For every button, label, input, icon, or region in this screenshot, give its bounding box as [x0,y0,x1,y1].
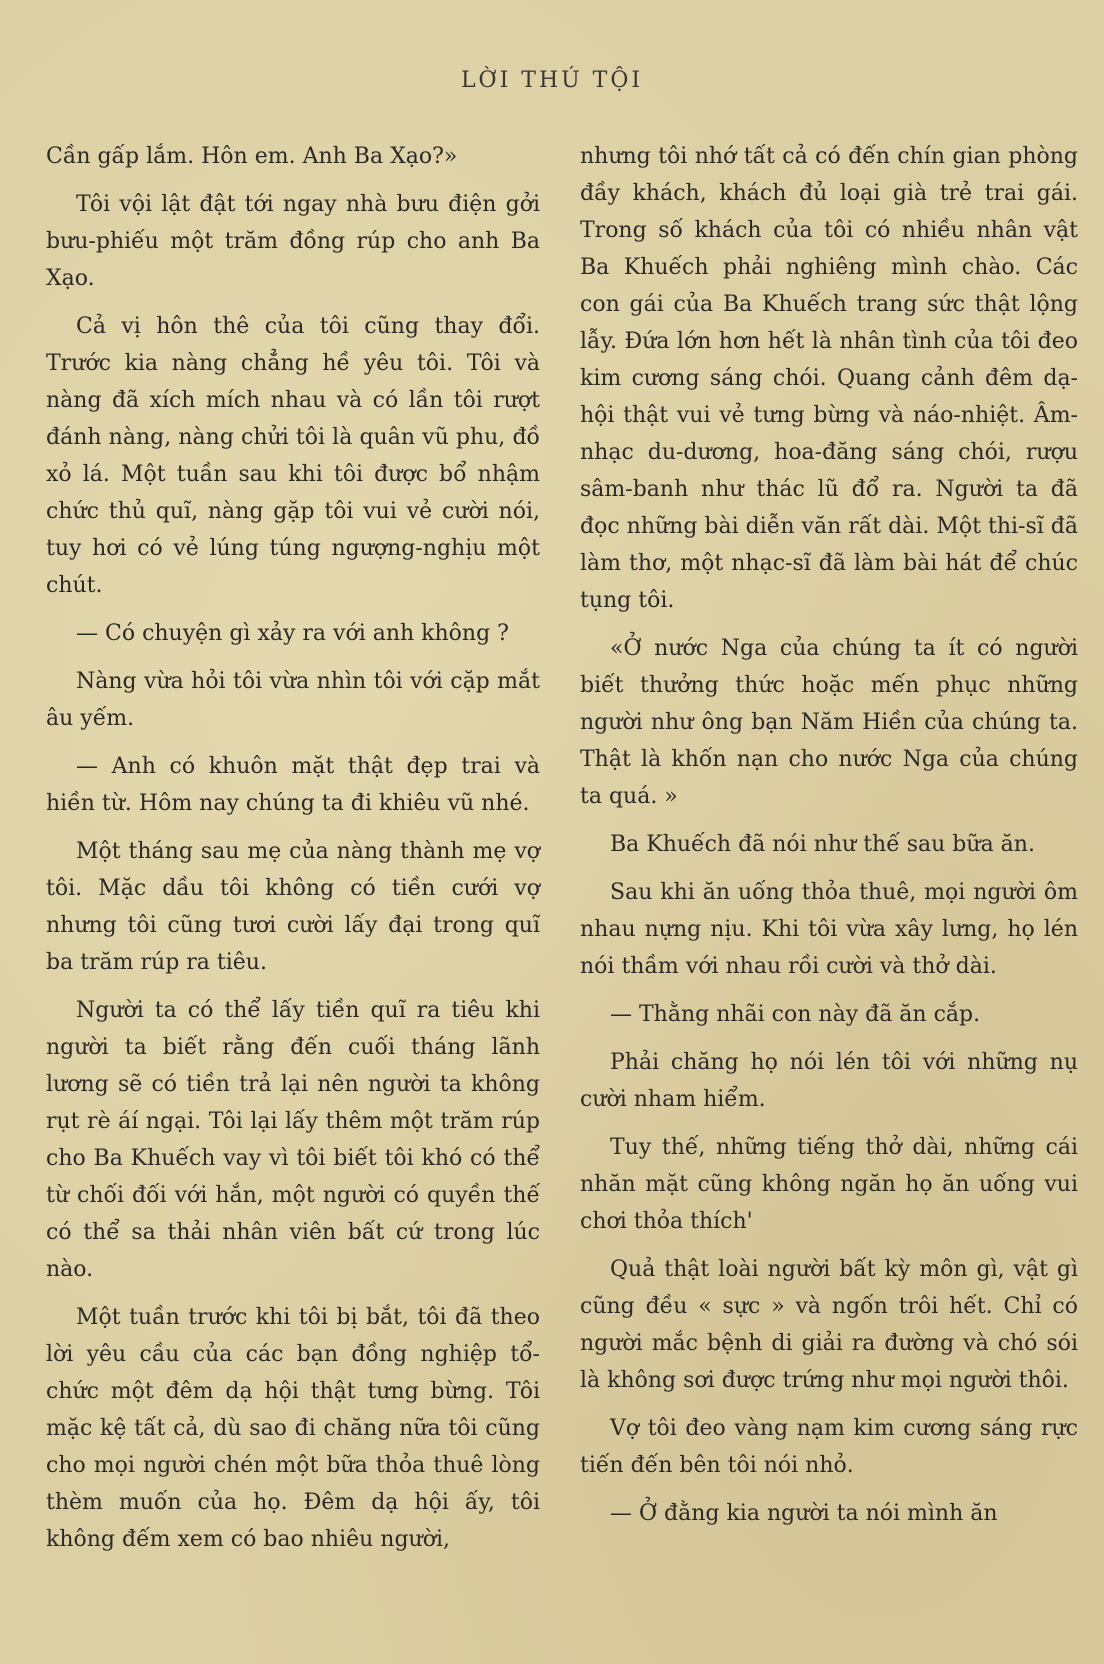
paragraph: Tuy thế, những tiếng thở dài, những cái nhăn mặt cũng không ngăn họ ăn uống vui chơi thỏa thích' [580,1135,1078,1234]
paragraph: Cả vị hôn thê của tôi cũng thay đổi. Trước kia nàng chẳng hề yêu tôi. Tôi và nàng đã xích mích nhau và có lần tôi rượt đánh nàng, nàng chửi tôi là quân vũ phu, đồ xỏ lá. Một tuần sau khi tôi được bổ nhậm chức thủ quĩ, nàng gặp tôi vui vẻ cười nói, tuy hơi có vẻ lúng túng ngượng-nghịu một chút. [46,314,540,598]
dialogue-line: — Có chuyện gì xảy ra với anh không ? [76,621,509,646]
paragraph: Nàng vừa hỏi tôi vừa nhìn tôi với cặp mắt âu yếm. [46,669,540,731]
paragraph: Tôi vội lật đật tới ngay nhà bưu điện gởi bưu-phiếu một trăm đồng rúp cho anh Ba Xạo. [46,192,540,291]
paragraph: Một tuần trước khi tôi bị bắt, tôi đã theo lời yêu cầu của các bạn đồng nghiệp tổ-chức một đêm dạ hội thật tưng bừng. Tôi mặc kệ tất cả, dù sao đi chăng nữa tôi cũng cho mọi người chén một bữa thỏa thuê lòng thèm muốn của họ. Đêm dạ hội ấy, tôi không đếm xem có bao nhiêu người, [46,1305,540,1552]
paragraph: Ba Khuếch đã nói như thế sau bữa ăn. [610,832,1035,857]
paragraph: Sau khi ăn uống thỏa thuê, mọi người ôm nhau nựng nịu. Khi tôi vừa xây lưng, họ lén nói thầm với nhau rồi cười và thở dài. [580,880,1078,979]
paragraph: Phải chăng họ nói lén tôi với những nụ cười nham hiểm. [580,1050,1078,1112]
paragraph: Vợ tôi đeo vàng nạm kim cương sáng rực tiến đến bên tôi nói nhỏ. [580,1416,1078,1478]
running-header: LỜI THÚ TỘI [460,68,644,93]
dialogue-line: — Thằng nhãi con này đã ăn cắp. [610,1002,981,1027]
right-column [580,138,1078,1543]
paragraph: Cần gấp lắm. Hôn em. Anh Ba Xạo?» [46,144,458,169]
dialogue-line: — Ở đằng kia người ta nói mình ăn [610,1501,998,1526]
paragraph: Quả thật loài người bất kỳ môn gì, vật gì cũng đều « sực » và ngốn trôi hết. Chỉ có người mắc bệnh di giải ra đường và chó sói là không sơi được trứng như mọi người thôi. [580,1257,1078,1393]
quote-paragraph: «Ở nước Nga của chúng ta ít có người biết thưởng thức hoặc mến phục những người như ông bạn Năm Hiền của chúng ta. Thật là khốn nạn cho nước Nga của chúng ta quá. » [580,636,1078,809]
paragraph: nhưng tôi nhớ tất cả có đến chín gian phòng đầy khách, khách đủ loại già trẻ trai gái. Trong số khách của tôi có nhiều nhân vật Ba Khuếch phải nghiêng mình chào. Các con gái của Ba Khuếch trang sức thật lộng lẫy. Đứa lớn hơn hết là nhân tình của tôi đeo kim cương sáng chói. Quang cảnh đêm dạ-hội thật vui vẻ tưng bừng và náo-nhiệt. Âm-nhạc du-dương, hoa-đăng sáng chói, rượu sâm-banh như thác lũ đổ ra. Người ta đã đọc những bài diễn văn rất dài. Một thi-sĩ đã làm thơ, một nhạc-sĩ đã làm bài hát để chúc tụng tôi. [580,144,1078,613]
dialogue-line: — Anh có khuôn mặt thật đẹp trai và hiền từ. Hôm nay chúng ta đi khiêu vũ nhé. [46,754,540,816]
left-column [46,138,540,1569]
paragraph: Một tháng sau mẹ của nàng thành mẹ vợ tôi. Mặc dầu tôi không có tiền cưới vợ nhưng tôi cũng tươi cười lấy đại trong quĩ ba trăm rúp ra tiêu. [46,839,540,975]
paragraph: Người ta có thể lấy tiền quĩ ra tiêu khi người ta biết rằng đến cuối tháng lãnh lương sẽ có tiền trả lại nên người ta không rụt rè áí ngại. Tôi lại lấy thêm một trăm rúp cho Ba Khuếch vay vì tôi biết tôi khó có thể từ chối đối với hắn, một người có quyền thế có thể sa thải nhân viên bất cứ trong lúc nào. [46,998,540,1282]
